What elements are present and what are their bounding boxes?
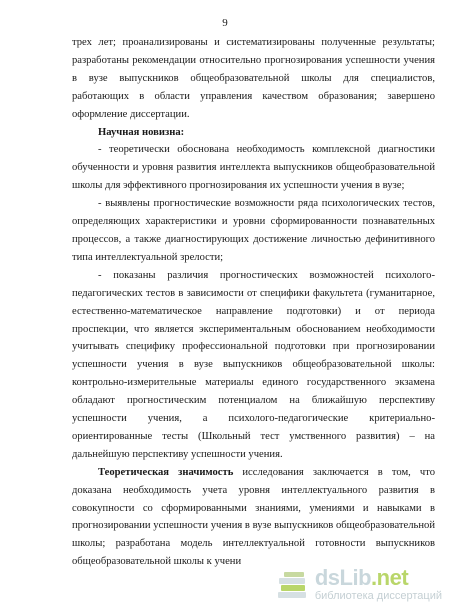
watermark-brand: dsLib.net [314, 565, 409, 590]
heading-theoretical-significance: Теоретическая значимость [98, 466, 234, 478]
document-body [72, 34, 435, 571]
watermark-subtitle: библиотека диссертаций [314, 590, 442, 602]
paragraph-intro: трех лет; проанализированы и систематизированы полученные результаты; разработаны рекомендации относительно прогнозирования успешности учения в вузе выпускников общеобразовательной школы для специалистов, работающих в области управления качеством образования; завершено оформление диссертации. [72, 37, 435, 120]
paragraph-theoretical-significance [72, 464, 435, 571]
dslib-watermark [275, 567, 442, 602]
novelty-item-1: - теоретически обоснована необходимость комплексной диагностики обученности и уровня развития интеллекта выпускников общеобразовательной школы для эффективного прогнозирования их успешности учения в вузе; [72, 144, 435, 192]
novelty-item-2: - выявлены прогностические возможности ряда психологических тестов, определяющих характеристики и уровни сформированности познавательных процессов, а также диагностирующих достижение личностью дефинитивного типа интеллектуальной зрелости; [72, 198, 435, 263]
heading-scientific-novelty: Научная новизна: [98, 126, 185, 138]
book-stack-logo-icon [275, 570, 311, 602]
theoretical-significance-text: исследования заключается в том, что доказана необходимость учета уровня интеллектуального развития в совокупности со сформированными знаниями, умениями и навыками в прогнозировании успешности учения в вузе выпускников общеобразовательной школы; разработана модель интеллектуальной готовности выпускников общеобразовательной школы к учени [72, 466, 435, 568]
novelty-item-3: - показаны различия прогностических возможностей психолого-педагогических тестов в зависимости от специфики факультета (гуманитарное, естественно-математическое направление подготовки) и от периода проспекции, что является экспериментальным обоснованием необходимости учитывать специфику профессиональной подготовки при прогнозировании успешности учения в вузе выпускников общеобразовательной школы: контрольно-измерительные материалы единого государственного экзамена обладают прогностическим потенциалом на ближайшую перспективу успешности учения, а психолого-педагогические критериально-ориентированные тесты (Школьный тест умственного развития) – на дальнейшую перспективу успешности учения. [72, 269, 435, 460]
page-number: 9 [222, 17, 228, 29]
